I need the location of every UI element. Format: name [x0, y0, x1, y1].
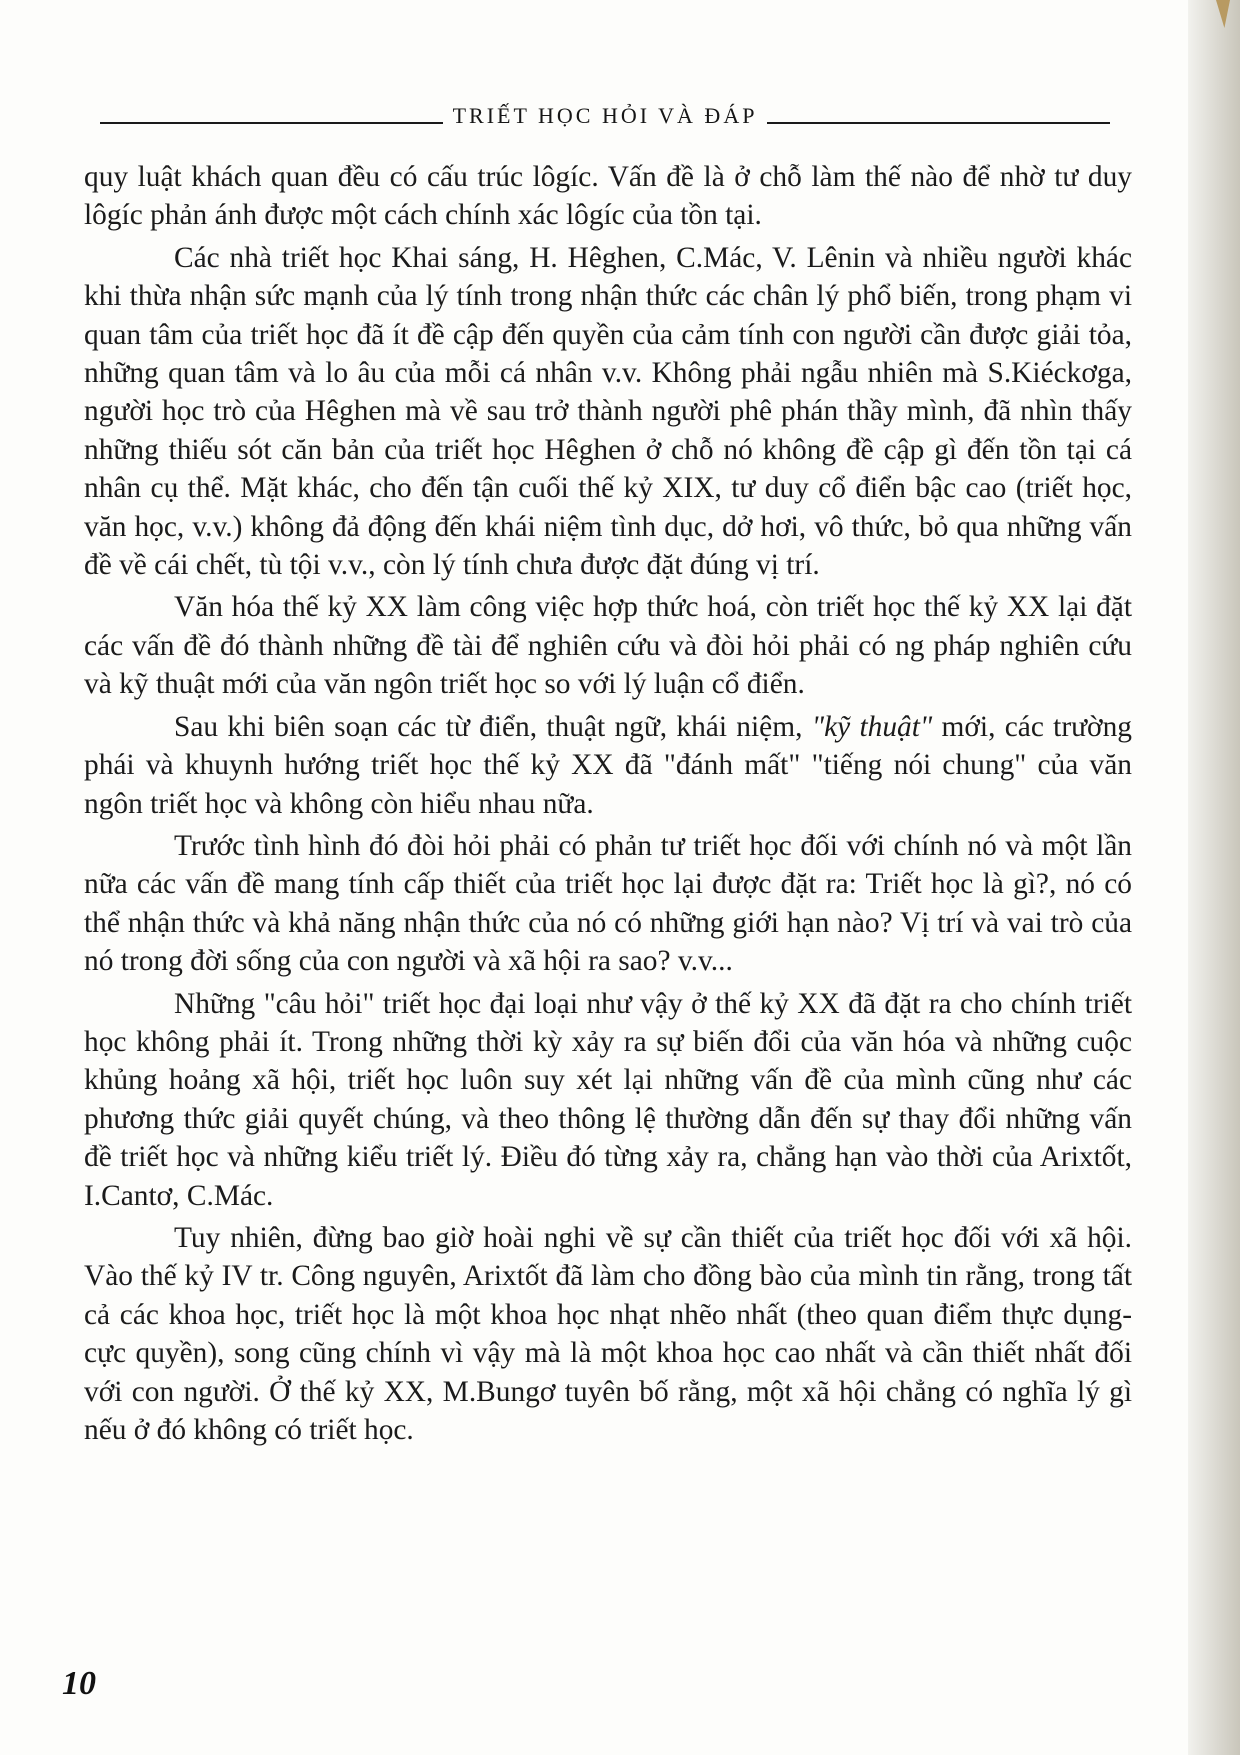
- paragraph-2: Các nhà triết học Khai sáng, H. Hêghen, C.Mác, V. Lênin và nhiều người khác khi thừa nhận sức mạnh của lý tính trong nhận thức các chân lý phổ biến, trong phạm vi quan tâm của triết học đã ít đề cập đến quyền của cảm tính con người cần được giải tỏa, những quan tâm và lo âu của mỗi cá nhân v.v. Không phải ngẫu nhiên mà S.Kiéckơga, người học trò của Hêghen mà về sau trở thành người phê phán thầy mình, đã nhìn thấy những thiếu sót căn bản của triết học Hêghen ở chỗ nó không đề cập gì đến tồn tại cá nhân cụ thể. Mặt khác, cho đến tận cuối thế kỷ XIX, tư duy cổ điển bậc cao (triết học, văn học, v.v.) không đả động đến khái niệm tình dục, dở hơi, vô thức, bỏ qua những vấn đề về cái chết, tù tội v.v., còn lý tính chưa được đặt đúng vị trí.: [84, 241, 1132, 582]
- paragraph-6: Những "câu hỏi" triết học đại loại như vậy ở thế kỷ XX đã đặt ra cho chính triết học không phải ít. Trong những thời kỳ xảy ra sự biến đổi của văn hóa và những cuộc khủng hoảng xã hội, triết học luôn suy xét lại những vấn đề của mình cũng như các phương thức giải quyết chúng, và theo thông lệ thường dẫn đến sự thay đổi những vấn đề triết học và những kiểu triết lý. Điều đó từng xảy ra, chẳng hạn vào thời của Arixtốt, I.Cantơ, C.Mác.: [84, 987, 1132, 1212]
- paragraph-5: Trước tình hình đó đòi hỏi phải có phản tư triết học đối với chính nó và một lần nữa các vấn đề mang tính cấp thiết của triết học lại được đặt ra: Triết học là gì?, nó có thể nhận thức và khả năng nhận thức của nó có những giới hạn nào? Vị trí và vai trò của nó trong đời sống của con người và xã hội ra sao? v.v...: [84, 829, 1132, 978]
- paragraph-4-before: Sau khi biên soạn các từ điển, thuật ngữ, khái niệm,: [174, 710, 812, 743]
- paragraph-7: Tuy nhiên, đừng bao giờ hoài nghi về sự cần thiết của triết học đối với xã hội. Vào thế kỷ IV tr. Công nguyên, Arixtốt đã làm cho đồng bào của mình tin rằng, trong tất cả các khoa học, triết học là một khoa học nhạt nhẽo nhất (theo quan điểm thực dụng- cực quyền), song cũng chính vì vậy mà là một khoa học cao nhất và cần thiết nhất đối với con người. Ở thế kỷ XX, M.Bungơ tuyên bố rằng, một xã hội chẳng có nghĩa lý gì nếu ở đó không có triết học.: [84, 1221, 1132, 1446]
- paragraph-3: Văn hóa thế kỷ XX làm công việc hợp thức hoá, còn triết học thế kỷ XX lại đặt các vấn đề đó thành những đề tài để nghiên cứu và đòi hỏi phải có ng pháp nghiên cứu và kỹ thuật mới của văn ngôn triết học so với lý luận cổ điển.: [84, 591, 1132, 701]
- header-title: TRIẾT HỌC HỎI VÀ ĐÁP: [452, 103, 758, 128]
- page-number: 10: [62, 1665, 96, 1702]
- paragraph-4: [84, 708, 1132, 823]
- paragraph-4-italic-term: "kỹ thuật": [811, 710, 933, 743]
- page-edge-shadow: [1188, 0, 1240, 1755]
- header-rule-left: [100, 122, 443, 124]
- running-header: [100, 96, 1110, 136]
- paragraph-4-after: mới, các trường phái và khuynh hướng triết học thế kỷ XX đã "đánh mất" "tiếng nói chung" của văn ngôn triết học và không còn hiểu nhau nữa.: [84, 710, 1132, 820]
- body-text: [84, 158, 1132, 1453]
- paragraph-1: quy luật khách quan đều có cấu trúc lôgíc. Vấn đề là ở chỗ làm thế nào để nhờ tư duy lôgíc phản ánh được một cách chính xác lôgíc của tồn tại.: [84, 161, 1132, 232]
- header-rule-right: [767, 122, 1110, 124]
